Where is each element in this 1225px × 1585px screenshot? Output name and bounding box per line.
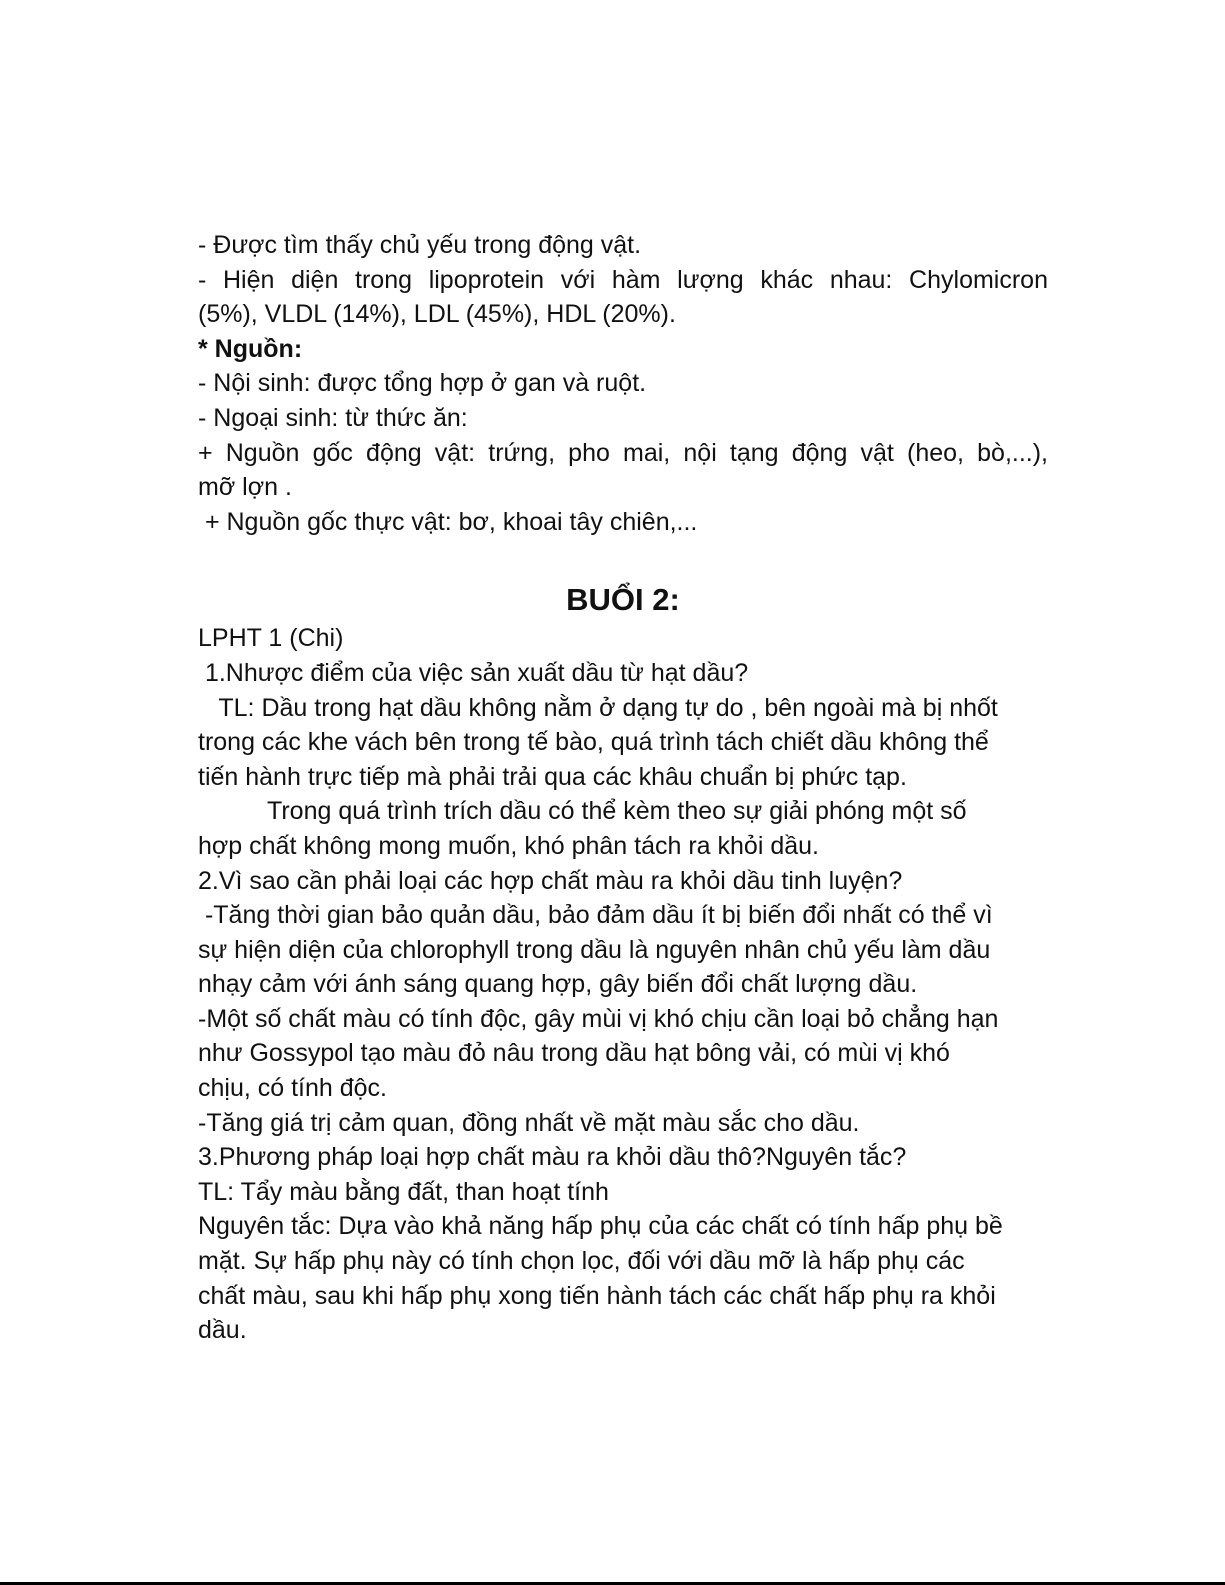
text-line: - Hiện diện trong lipoprotein với hàm lượng khác nhau: Chylomicron [198,265,1048,294]
text-line: dầu. [198,1316,247,1345]
text-line: mặt. Sự hấp phụ này có tính chọn lọc, đối với dầu mỡ là hấp phụ các [198,1247,965,1276]
text-line: - Ngoại sinh: từ thức ăn: [198,403,468,432]
text-line: sự hiện diện của chlorophyll trong dầu là nguyên nhân chủ yếu làm dầu [198,935,991,964]
question-line: 1.Nhược điểm của việc sản xuất dầu từ hạt dầu? [198,658,749,687]
text-line: trong các khe vách bên trong tế bào, quá trình tách chiết dầu không thể [198,728,989,757]
text-line: Trong quá trình trích dầu có thể kèm theo sự giải phóng một số [198,797,967,826]
question-line: 2.Vì sao cần phải loại các hợp chất màu ra khỏi dầu tinh luyện? [198,866,903,895]
text-line: hợp chất không mong muốn, khó phân tách ra khỏi dầu. [198,831,819,860]
text-line: + Nguồn gốc động vật: trứng, pho mai, nội tạng động vật (heo, bò,...), [198,438,1048,467]
section-label: * Nguồn: [198,334,303,363]
text-line: - Được tìm thấy chủ yếu trong động vật. [198,231,642,259]
question-line: 3.Phương pháp loại hợp chất màu ra khỏi dầu thô?Nguyên tắc? [198,1143,907,1172]
text-line: nhạy cảm với ánh sáng quang hợp, gây biến đổi chất lượng dầu. [198,970,918,999]
text-line: chịu, có tính độc. [198,1074,388,1103]
text-line: - Nội sinh: được tổng hợp ở gan và ruột. [198,369,647,398]
spacer [198,539,1048,579]
text-line: chất màu, sau khi hấp phụ xong tiến hành tách các chất hấp phụ ra khỏi [198,1281,996,1310]
text-line: TL: Dầu trong hạt dầu không nằm ở dạng tự do , bên ngoài mà bị nhốt [198,693,998,722]
text-line: mỡ lợn . [198,473,292,502]
session-heading: BUỔI 2: [566,582,680,618]
text-line: TL: Tẩy màu bằng đất, than hoạt tính [198,1177,609,1206]
text-line: Nguyên tắc: Dựa vào khả năng hấp phụ của các chất có tính hấp phụ bề [198,1212,1003,1241]
page-content [198,228,1048,1348]
text-line: tiến hành trực tiếp mà phải trải qua các khâu chuẩn bị phức tạp. [198,762,907,791]
text-line: (5%), VLDL (14%), LDL (45%), HDL (20%). [198,300,676,329]
text-line: + Nguồn gốc thực vật: bơ, khoai tây chiên,... [198,507,698,536]
text-line: LPHT 1 (Chi) [198,624,344,653]
text-line: như Gossypol tạo màu đỏ nâu trong dầu hạt bông vải, có mùi vị khó [198,1039,950,1068]
text-line: -Tăng thời gian bảo quản dầu, bảo đảm dầu ít bị biến đổi nhất có thể vì [198,901,993,930]
text-line: -Tăng giá trị cảm quan, đồng nhất về mặt màu sắc cho dầu. [198,1108,860,1137]
text-line: -Một số chất màu có tính độc, gây mùi vị khó chịu cần loại bỏ chẳng hạn [198,1004,999,1033]
